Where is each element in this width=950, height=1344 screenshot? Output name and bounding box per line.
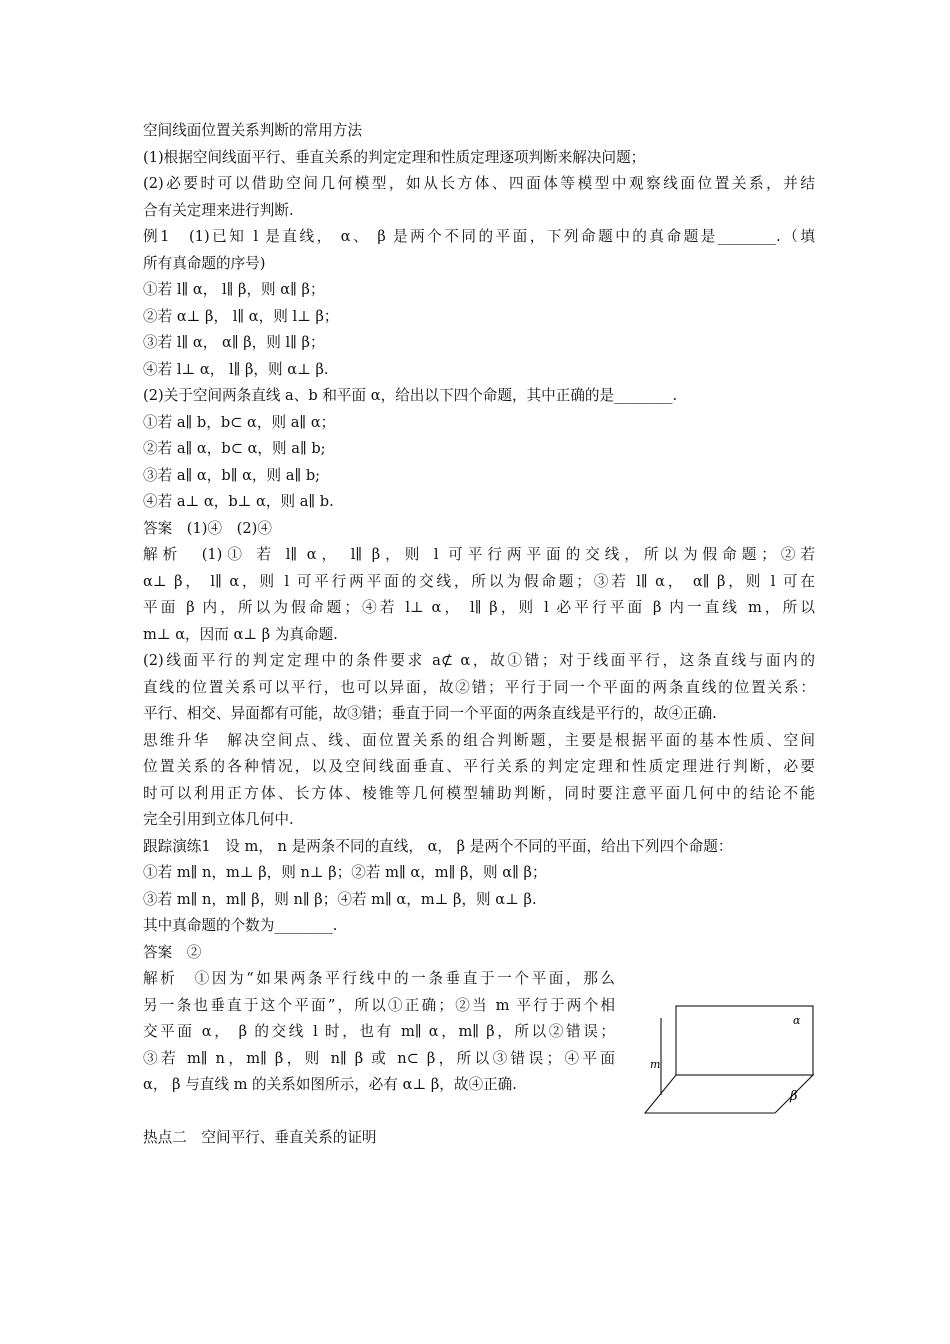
plane-beta — [645, 1075, 813, 1113]
practice1-analysis-line-5: α， β 与直线 m 的关系如图所示，必有 α⊥ β，故④正确. — [143, 1076, 517, 1093]
example1-option-1: ①若 l∥ α， l∥ β，则 α∥ β； — [143, 281, 325, 298]
planes-figure — [644, 1005, 819, 1115]
example1-question: 例1 (1)已知 l 是直线， α、 β 是两个不同的平面，下列命题中的真命题是________.（填 — [143, 228, 815, 245]
summary-line-3: 时可以利用正方体、长方体、棱锥等几何模型辅助判断，同时要注意平面几何中的结论不能 — [143, 784, 815, 802]
practice1-options-1-2: ①若 m∥ n，m⊥ β，则 n⊥ β；②若 m∥ α，m∥ β，则 α∥ β； — [143, 864, 547, 881]
example1-option-2: ②若 α⊥ β， l∥ α，则 l⊥ β； — [143, 307, 339, 325]
example1-answer: 答案 (1)④ (2)④ — [143, 519, 272, 537]
example1-part2-option-4: ④若 a⊥ α，b⊥ α，则 a∥ b. — [143, 493, 334, 510]
example1-part2-option-1: ①若 a∥ b，b⊂ α，则 a∥ α； — [143, 413, 336, 431]
method-heading: 空间线面位置关系判断的常用方法 — [143, 122, 362, 139]
example1-part2-question: (2)关于空间两条直线 a、b 和平面 α，给出以下四个命题，其中正确的是________. — [143, 387, 678, 404]
analysis-line-1: 解析 (1)① 若 l∥ α， l∥ β，则 l 可平行两平面的交线，所以为假命题；②若 — [143, 546, 815, 563]
analysis-part2-line-2: 直线的位置关系可以平行，也可以异面，故②错；平行于同一个平面的两条直线的位置关系： — [143, 678, 815, 696]
section-heading: 热点二 空间平行、垂直关系的证明 — [143, 1128, 377, 1146]
example1-option-3: ③若 l∥ α， α∥ β，则 l∥ β； — [143, 334, 325, 351]
label-alpha: α — [793, 1014, 801, 1027]
analysis-line-4: m⊥ α，因而 α⊥ β 为真命题. — [143, 625, 338, 643]
page-content — [143, 118, 815, 1151]
method-item-2: (2)必要时可以借助空间几何模型，如从长方体、四面体等模型中观察线面位置关系，并结 — [143, 175, 815, 192]
example1-question-cont: 所有真命题的序号) — [143, 254, 266, 272]
practice1-analysis-line-4: ③若 m∥ n，m∥ β，则 n∥ β 或 n⊂ β，所以③错误；④平面 — [143, 1049, 615, 1067]
summary-line-4: 完全引用到立体几何中. — [143, 811, 294, 828]
practice1-analysis-line-1: 解析 ①因为“如果两条平行线中的一条垂直于一个平面，那么 — [143, 970, 615, 987]
method-item-1: (1)根据空间线面平行、垂直关系的判定定理和性质定理逐项判断来解决问题； — [143, 148, 646, 166]
practice1-analysis-line-2: 另一条也垂直于这个平面”，所以①正确；②当 m 平行于两个相 — [143, 996, 615, 1014]
method-item-2-cont: 合有关定理来进行判断. — [143, 201, 294, 219]
analysis-part2-line-3: 平行、相交、异面都有可能，故③错；垂直于同一个平面的两条直线是平行的，故④正确. — [143, 705, 717, 722]
practice1-answer: 答案 ② — [143, 943, 202, 961]
practice1-options-3-4: ③若 m∥ n，m∥ β，则 n∥ β；④若 m∥ α，m⊥ β，则 α⊥ β. — [143, 890, 537, 908]
practice1-count-question: 其中真命题的个数为________. — [143, 917, 338, 934]
example1-part2-option-3: ③若 a∥ α，b∥ α，则 a∥ b; — [143, 466, 321, 484]
practice1-analysis-line-3: 交平面 α， β 的交线 l 时，也有 m∥ α，m∥ β，所以②错误； — [143, 1023, 615, 1040]
practice1-question: 跟踪演练1 设 m， n 是两条不同的直线， α， β 是两个不同的平面，给出下列四个命题： — [143, 837, 733, 855]
summary-line-1: 思维升华 解决空间点、线、面位置关系的组合判断题，主要是根据平面的基本性质、空间 — [143, 731, 815, 749]
label-m: m — [650, 1058, 661, 1071]
example1-part2-option-2: ②若 a∥ α，b⊂ α，则 a∥ b; — [143, 440, 326, 457]
analysis-part2-line-1: (2)线面平行的判定定理中的条件要求 a⊄ α，故①错；对于线面平行，这条直线与面内的 — [143, 652, 815, 669]
analysis-line-3: 平面 β 内，所以为假命题；④若 l⊥ α， l∥ β，则 l 必平行平面 β 内一直线 m，所以 — [143, 599, 815, 616]
label-beta: β — [790, 1089, 798, 1104]
analysis-line-2: α⊥ β， l∥ α，则 l 可平行两平面的交线，所以为假命题；③若 l∥ α， α∥ β，则 l 可在 — [143, 572, 815, 590]
summary-line-2: 位置关系的各种情况，以及空间线面垂直、平行关系的判定定理和性质定理进行判断，必要 — [143, 758, 815, 775]
example1-option-4: ④若 l⊥ α， l∥ β，则 α⊥ β. — [143, 360, 329, 378]
